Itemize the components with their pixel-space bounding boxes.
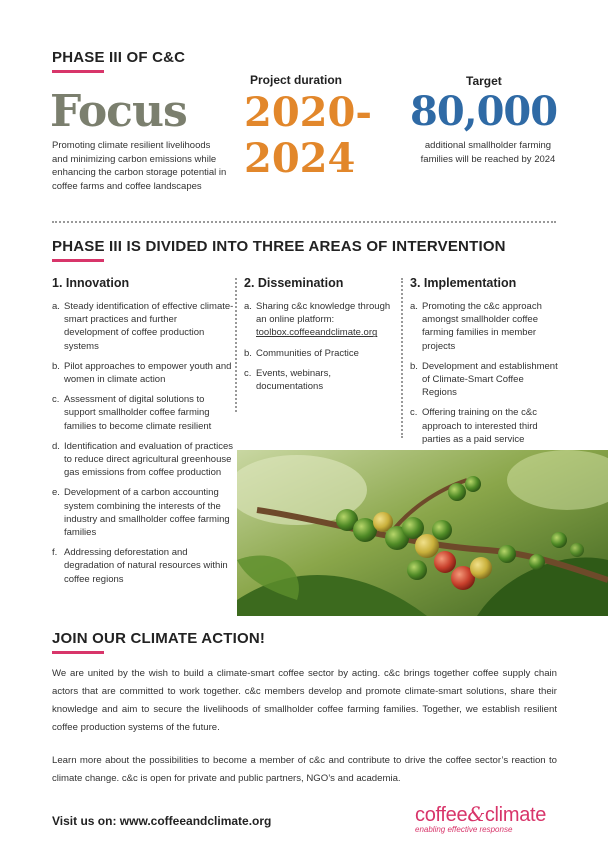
logo-wordmark: coffee&climate [415, 802, 547, 826]
join-underline [52, 651, 104, 654]
logo-tagline: enabling effective response [415, 825, 513, 834]
join-paragraph-1: We are united by the wish to build a climate-smart coffee sector by acting. c&c brings together coffee supply chain actors that are committed to work together. c&c members develop and promote climate-smart solutions, share their knowledge and aim to secure the livelihoods of smallholder coffee farming families. Together, we establish resilient coffee production systems of the future. [52, 668, 557, 733]
duration-start: 2020- [244, 89, 372, 136]
list-item: b. Development and establishment of Climate-Smart Coffee Regions [410, 360, 558, 399]
column-implementation [410, 276, 560, 453]
column-dissemination [244, 276, 396, 400]
column-innovation [52, 276, 234, 593]
target-description: additional smallholder farming families will be reached by 2024 [420, 140, 556, 165]
list-item: a. Sharing c&c knowledge through an online platform: toolbox.coffeeandclimate.org [244, 301, 391, 339]
coffee-and-climate-logo [415, 802, 546, 834]
section-divider [52, 221, 556, 223]
join-heading: JOIN OUR CLIMATE ACTION! [52, 630, 266, 647]
areas-underline [52, 259, 104, 262]
list-item: b. Communities of Practice [244, 347, 359, 359]
visit-website[interactable]: Visit us on: www.coffeeandclimate.org [52, 814, 272, 828]
target-value: 80,000 [410, 88, 558, 135]
target-label: Target [466, 74, 502, 88]
duration-label: Project duration [250, 73, 343, 87]
column-title: 1. Innovation [52, 276, 130, 290]
list-item: e. Development of a carbon accounting system combining the interests of the industry and smallholder coffee farming families [52, 487, 230, 539]
list-item: a. Promoting the c&c approach amongst smallholder coffee farming families in member projects [410, 301, 542, 352]
column-divider [401, 278, 403, 438]
column-title: 2. Dissemination [244, 276, 344, 290]
duration-end: 2024 [244, 135, 356, 182]
list-item: c. Offering training on the c&c approach to interested third parties as a paid service [410, 407, 538, 445]
list-item: b. Pilot approaches to empower youth and women in climate action [52, 360, 232, 386]
toolbox-link[interactable]: toolbox.coffeeandclimate.org [256, 327, 378, 339]
focus-description: Promoting climate resilient livelihoods and minimizing carbon emissions while enhancing the carbon storage potential in coffee farms and coffee landscapes [52, 140, 227, 192]
join-paragraph-2: Learn more about the possibilities to become a member of c&c and contribute to drive the coffee sector’s reaction to climate change. c&c is open for private and public partners, NGO’s and academia. [52, 755, 557, 784]
focus-title: Focus [50, 86, 187, 137]
list-item: f. Addressing deforestation and degradation of natural resources within coffee regions [52, 547, 228, 585]
list-item: c. Assessment of digital solutions to support smallholder coffee farming families to become climate resilient [52, 394, 212, 432]
title-underline [52, 70, 104, 73]
page-title: PHASE III OF C&C [52, 49, 186, 66]
areas-heading: PHASE III IS DIVIDED INTO THREE AREAS OF INTERVENTION [52, 238, 506, 255]
list-item: c. Events, webinars, documentations [244, 367, 331, 393]
column-divider [235, 278, 237, 412]
duration-value [244, 90, 372, 182]
coffee-cherries-photo [237, 450, 608, 616]
list-item: a. Steady identification of effective climate-smart practices and further development of coffee production systems [52, 301, 234, 352]
coffee-photo-illustration [237, 450, 608, 616]
list-item: d. Identification and evaluation of practices to reduce direct agricultural greenhouse gas emissions from coffee production [52, 440, 233, 479]
column-title: 3. Implementation [410, 276, 517, 290]
